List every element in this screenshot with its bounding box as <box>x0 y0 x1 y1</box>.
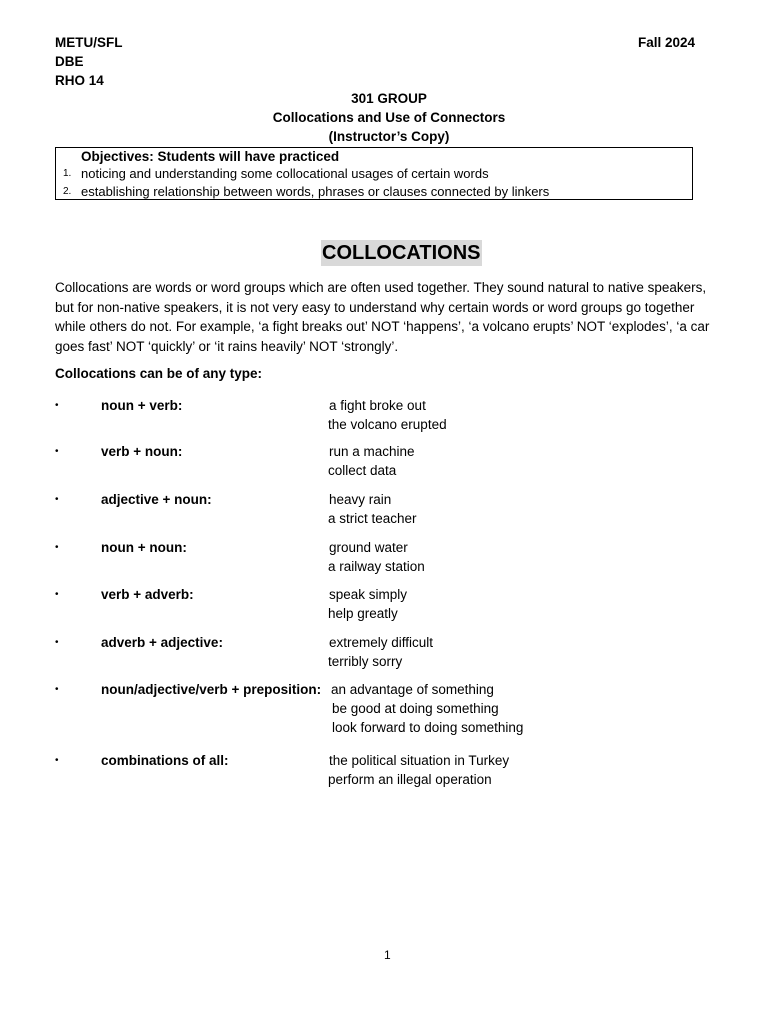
objectives-box <box>55 147 693 200</box>
group-title: 301 GROUP <box>351 91 427 106</box>
example-text: a fight broke out <box>329 398 426 413</box>
type-label: noun + noun: <box>101 540 187 555</box>
type-examples <box>328 396 447 434</box>
header-term: Fall 2024 <box>637 35 695 50</box>
bullet-icon: • <box>55 684 59 695</box>
example-text: help greatly <box>328 606 398 621</box>
type-label: combinations of all: <box>101 753 229 768</box>
example-text: a railway station <box>328 559 425 574</box>
intro-text: Collocations are words or word groups which are often used together. They sound natural to native speakers, but for non-native speakers, it is not very easy to understand why certain words or word groups go together while others do not. For example, ‘a fight breaks out’ NOT ‘happens’, ‘a volcano erupts’ NOT ‘explodes’, ‘a car goes fast’ NOT ‘quickly’ or ‘it rains heavily’ NOT ‘strongly’. <box>55 280 710 354</box>
objective-text: noticing and understanding some collocational usages of certain words <box>81 166 489 181</box>
type-label: noun/adjective/verb + preposition: <box>101 682 322 697</box>
objective-number: 1. <box>63 168 72 179</box>
example-text: run a machine <box>329 444 415 459</box>
example-text: ground water <box>329 540 408 555</box>
objective-item <box>63 184 550 199</box>
intro-paragraph <box>55 278 727 356</box>
bullet-icon: • <box>55 755 59 766</box>
objectives-title: Objectives: Students will have practiced <box>81 149 340 164</box>
type-examples <box>328 633 433 671</box>
page-title: Collocations and Use of Connectors <box>272 110 506 125</box>
example-text: heavy rain <box>329 492 392 507</box>
header-institution: METU/SFL <box>55 35 123 50</box>
type-examples <box>328 751 509 789</box>
copy-label: (Instructor’s Copy) <box>328 129 450 144</box>
example-text: terribly sorry <box>328 654 403 669</box>
type-label: noun + verb: <box>101 398 183 413</box>
header-department: DBE <box>55 54 84 69</box>
type-label: adjective + noun: <box>101 492 212 507</box>
example-text: extremely difficult <box>329 635 434 650</box>
header-left <box>55 33 123 90</box>
objective-number: 2. <box>63 186 72 197</box>
bullet-icon: • <box>55 494 59 505</box>
example-text: speak simply <box>329 587 408 602</box>
objective-text: establishing relationship between words, phrases or clauses connected by linkers <box>81 184 550 199</box>
example-text: look forward to doing something <box>332 720 524 735</box>
type-examples <box>328 585 407 623</box>
example-text: perform an illegal operation <box>328 772 492 787</box>
example-text: be good at doing something <box>332 701 499 716</box>
bullet-icon: • <box>55 542 59 553</box>
type-label: adverb + adjective: <box>101 635 223 650</box>
bullet-icon: • <box>55 589 59 600</box>
type-label: verb + adverb: <box>101 587 194 602</box>
example-text: collect data <box>328 463 397 478</box>
bullet-icon: • <box>55 637 59 648</box>
header-code: RHO 14 <box>55 73 104 88</box>
example-text: the political situation in Turkey <box>329 753 510 768</box>
type-label: verb + noun: <box>101 444 183 459</box>
type-examples <box>328 538 425 576</box>
section-heading: COLLOCATIONS <box>322 242 481 264</box>
type-examples <box>328 490 417 528</box>
types-title: Collocations can be of any type: <box>55 366 263 381</box>
example-text: a strict teacher <box>328 511 417 526</box>
example-text: an advantage of something <box>331 682 494 697</box>
objective-item <box>63 166 489 181</box>
type-examples <box>328 442 415 480</box>
page-number: 1 <box>384 948 391 962</box>
type-examples <box>331 680 523 737</box>
example-text: the volcano erupted <box>328 417 447 432</box>
bullet-icon: • <box>55 446 59 457</box>
bullet-icon: • <box>55 400 59 411</box>
